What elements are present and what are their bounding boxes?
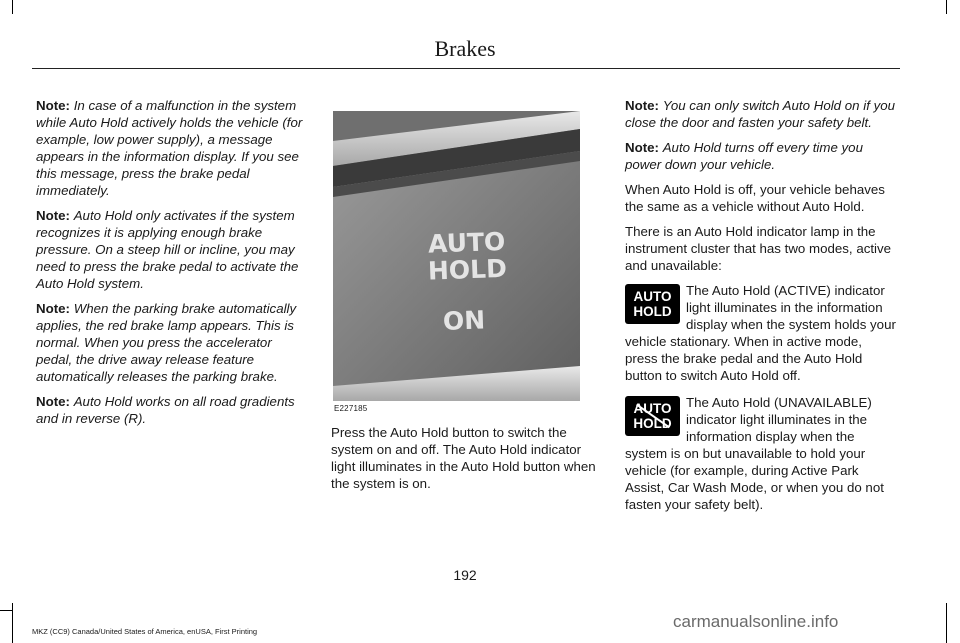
left-column [36,97,306,435]
figure-code: E227185 [334,404,368,413]
note-paragraph: Note: Auto Hold works on all road gradients and in reverse (R). [36,394,295,426]
indicator-active-text: The Auto Hold (ACTIVE) indicator light illuminates in the information display when the system holds your vehicle stationary. When in active mode, press the brake pedal and the Auto Hold button to switch Auto Hold off. [625,283,896,383]
note-paragraph: Note: Auto Hold turns off every time you power down your vehicle. [625,140,863,172]
body-paragraph: There is an Auto Hold indicator lamp in the instrument cluster that has two modes, active and unavailable: [625,224,892,273]
auto-hold-button-photo [333,111,580,401]
figure-button-line2: HOLD [427,253,508,286]
right-column [625,97,897,513]
note-paragraph: Note: In case of a malfunction in the system while Auto Hold actively holds the vehicle (for example, low power supply), a message appears in the information display. If you see this message, press the brake pedal immediately. [36,98,303,198]
header-rule [32,68,900,69]
footer-text: MKZ (CC9) Canada/United States of America, enUSA, First Printing [32,627,258,636]
indicator-active-block [625,282,897,384]
figure-button-state: ON [442,305,486,336]
note-paragraph: Note: You can only switch Auto Hold on if you close the door and fasten your safety belt. [625,98,896,130]
figure-button-line1: AUTO [427,226,506,259]
watermark: carmanualsonline.info [673,612,839,631]
crop-mark [0,610,12,611]
body-paragraph: When Auto Hold is off, your vehicle behaves the same as a vehicle without Auto Hold. [625,182,885,214]
crop-mark [946,0,947,14]
indicator-unavailable-block [625,394,897,513]
middle-column-text [331,424,599,500]
note-paragraph: Note: Auto Hold only activates if the system recognizes it is applying enough brake pressure. On a steep hill or incline, you may need to press the brake pedal to activate the Auto Hold system. [36,208,299,291]
auto-hold-unavailable-icon: AUTO HOLD [625,396,680,436]
auto-hold-active-icon: AUTO HOLD [625,284,680,324]
page-number: 192 [453,567,477,583]
crop-mark [946,603,947,643]
crop-mark [12,0,13,14]
page-title: Brakes [434,36,496,61]
crop-mark [12,603,13,643]
note-paragraph: Note: When the parking brake automatically applies, the red brake lamp appears. This is normal. When you press the accelerator pedal, the drive away release feature automatically releases the parking brake. [36,301,297,384]
body-paragraph: Press the Auto Hold button to switch the system on and off. The Auto Hold indicator light illuminates in the Auto Hold button when the system is on. [331,425,596,491]
indicator-unavailable-text: The Auto Hold (UNAVAILABLE) indicator light illuminates in the information display when the system is on but unavailable to hold your vehicle (for example, during Active Park Assist, Car Wash Mode, or when you do not fasten your safety belt). [625,395,884,512]
